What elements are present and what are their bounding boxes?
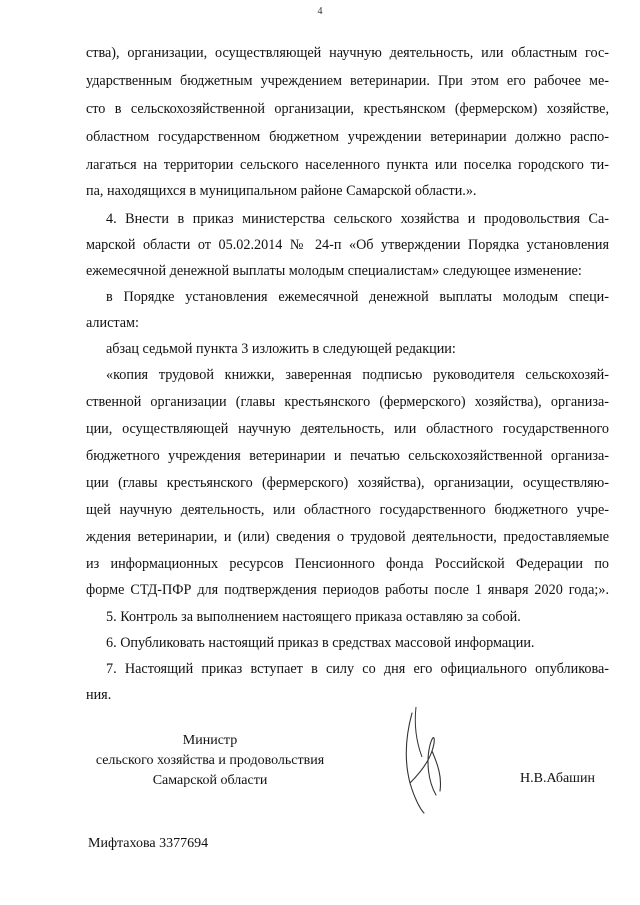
handwritten-signature: [392, 705, 462, 815]
text-line: 7. Настоящий приказ вступает в силу со дня его официального опубликова-: [106, 661, 609, 677]
text-line: абзац седьмой пункта 3 изложить в следующей редакции:: [106, 341, 456, 357]
text-line: ударственным бюджетным учреждением ветеринарии. При этом его рабочее ме-: [86, 73, 609, 89]
author-contact: Мифтахова 3377694: [88, 836, 209, 851]
signatory-title-line: Самарской области: [152, 773, 268, 788]
text-line: щей научную деятельность, или областного государственного бюджетного учре-: [86, 502, 609, 518]
page-number: 4: [317, 6, 323, 17]
text-line: из информационных ресурсов Пенсионного фонда Российской Федерации по: [86, 556, 609, 572]
text-line: в Порядке установления ежемесячной денежной выплаты молодым специ-: [106, 289, 609, 305]
text-line: форме СТД-ПФР для подтверждения периодов работы после 1 января 2020 года;».: [86, 582, 609, 598]
text-line: ции, осуществляющей научную деятельность, или областного государственного: [86, 421, 609, 437]
text-line: ции (главы крестьянского (фермерского) хозяйства), организации, осуществляю-: [86, 475, 609, 491]
text-line: 4. Внести в приказ министерства сельского хозяйства и продовольствия Са-: [106, 211, 609, 227]
text-line: алистам:: [86, 315, 139, 331]
text-line: ства), организации, осуществляющей научную деятельность, или областным гос-: [86, 45, 609, 61]
text-line: ственной организации (главы крестьянского (фермерского) хозяйства), организа-: [86, 394, 609, 410]
text-line: бюджетного учреждения ветеринарии и печатью сельскохозяйственной организа-: [86, 448, 609, 464]
text-line: 6. Опубликовать настоящий приказ в средствах массовой информации.: [106, 635, 535, 651]
text-line: марской области от 05.02.2014 № 24-п «Об утверждении Порядка установления: [86, 237, 609, 253]
text-line: ния.: [86, 687, 112, 703]
text-line: областном государственном бюджетном учреждении ветеринарии должно распо-: [86, 129, 609, 145]
text-line: сто в сельскохозяйственной организации, крестьянском (фермерском) хозяйстве,: [86, 101, 609, 117]
text-line: ежемесячной денежной выплаты молодым специалистам» следующее изменение:: [86, 263, 582, 279]
signatory-title-line: сельского хозяйства и продовольствия: [95, 753, 325, 768]
signatory-name: Н.В.Абашин: [520, 771, 595, 786]
text-line: лагаться на территории сельского населенного пункта или поселка городского ти-: [86, 157, 609, 173]
text-line: па, находящихся в муниципальном районе Самарской области.».: [86, 183, 477, 199]
text-line: ждения ветеринарии, и (или) сведения о трудовой деятельности, предоставляемые: [86, 529, 609, 545]
text-line: 5. Контроль за выполнением настоящего приказа оставляю за собой.: [106, 609, 521, 625]
text-line: «копия трудовой книжки, заверенная подписью руководителя сельскохозяй-: [106, 367, 609, 383]
signatory-title-line: Министр: [182, 733, 238, 748]
signatory-title: [80, 731, 340, 791]
